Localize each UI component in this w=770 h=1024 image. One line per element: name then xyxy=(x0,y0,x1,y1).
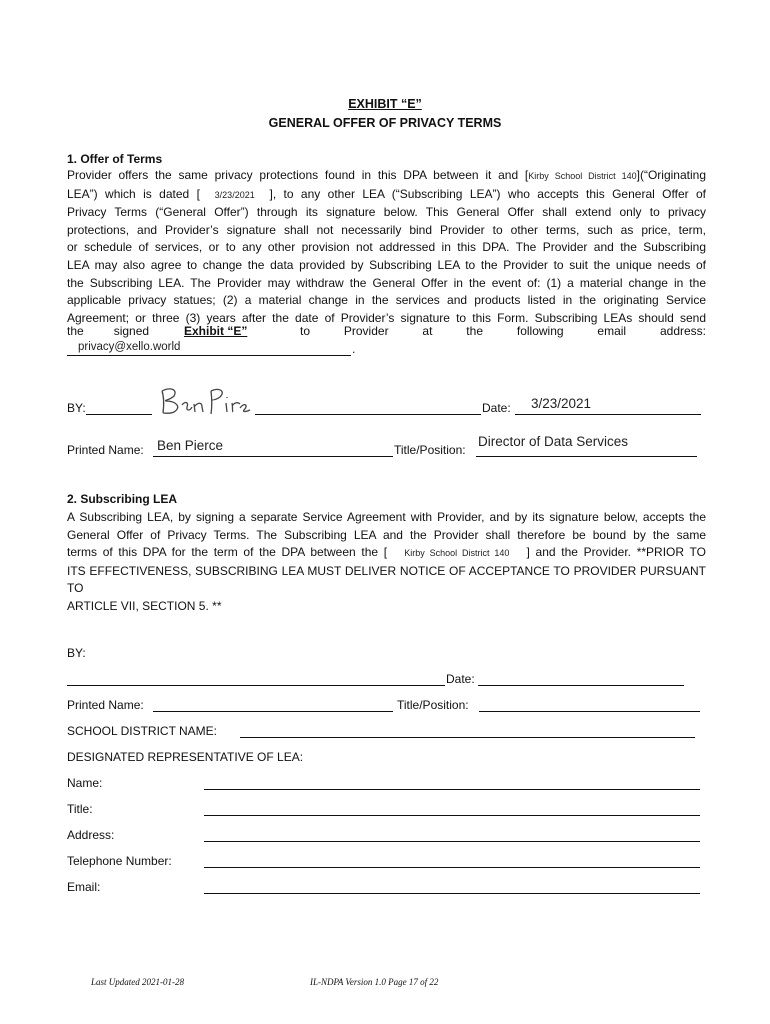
s1-line-3: Privacy Terms (“General Offer”) through its signature below. This General Offer shall extend only to privacy xyxy=(67,205,706,220)
provider-date-underline xyxy=(515,414,701,415)
email-field[interactable]: privacy@xello.world xyxy=(78,341,181,353)
email-underline xyxy=(67,355,351,356)
provider-title-field[interactable]: Director of Data Services xyxy=(478,434,629,449)
provider-printed-name-field[interactable]: Ben Pierce xyxy=(157,438,224,453)
rep-address-underline[interactable] xyxy=(204,841,700,842)
s2-line-3 xyxy=(67,544,706,563)
section1-heading: 1. Offer of Terms xyxy=(67,152,163,166)
s1-line-8: applicable privacy statues; (2) a material change in the services and products listed in the originating Service xyxy=(67,293,706,308)
s2-line-3a: terms of this DPA for the term of the DPA between the [ xyxy=(67,545,388,560)
s1-line-9: Agreement; or three (3) years after the date of Provider’s signature to this Form. Subscribing LEAs should send xyxy=(67,310,706,325)
provider-title-underline xyxy=(476,456,697,457)
s1-line-2a: LEA”) which is dated [ xyxy=(67,186,200,201)
s1-line-5: or schedule of services, or to any other provision not addressed in this DPA. The Provider and the Subscribing xyxy=(67,240,706,255)
lea-signature-underline[interactable] xyxy=(67,685,445,686)
lea-by-label: BY: xyxy=(67,646,86,660)
provider-printed-name-underline xyxy=(153,456,393,457)
s1-line-6: LEA may also agree to change the data provided by Subscribing LEA to the Provider to suit the unique needs of xyxy=(67,257,706,272)
section1-paragraph xyxy=(67,167,706,327)
email-period: . xyxy=(352,342,356,356)
s2-line-5: ARTICLE VII, SECTION 5. ** xyxy=(67,598,222,613)
rep-title-underline[interactable] xyxy=(204,815,700,816)
s1-line-4: protections, and Provider’s signature shall not necessarily bind Provider to other terms, such as price, term, xyxy=(67,222,706,237)
s1-line-1 xyxy=(67,167,706,186)
lea-printed-name-label: Printed Name: xyxy=(67,698,144,712)
s2-line-3b: ] and the Provider. **PRIOR TO xyxy=(526,545,706,560)
provider-date-label: Date: xyxy=(482,401,511,415)
s2-line-1: A Subscribing LEA, by signing a separate Service Agreement with Provider, and by its signature below, accepts the xyxy=(67,510,706,524)
s1-line-2b: ], to any other LEA (“Subscribing LEA”) who accepts this General Offer of xyxy=(269,186,707,201)
subscribing-district-field[interactable]: Kirby School District 140 xyxy=(404,548,510,559)
handwritten-signature xyxy=(156,383,252,417)
provider-by-label: BY: xyxy=(67,401,86,415)
lea-title-label: Title/Position: xyxy=(397,698,469,712)
lea-date-label: Date: xyxy=(446,672,475,686)
exhibit-title: EXHIBIT “E” xyxy=(348,97,422,111)
section2-paragraph xyxy=(67,509,706,616)
footer-page-info: IL-NDPA Version 1.0 Page 17 of 22 xyxy=(310,977,439,987)
footer-last-updated: Last Updated 2021-01-28 xyxy=(91,977,184,987)
rep-title-label: Title: xyxy=(67,802,93,816)
s1-line-1b: ](“Originating xyxy=(636,168,706,182)
rep-name-underline[interactable] xyxy=(204,789,700,790)
s2-line-2: General Offer of Privacy Terms. The Subscribing LEA and the Provider shall therefore be bound by the same xyxy=(67,527,706,542)
lea-date-underline[interactable] xyxy=(478,685,684,686)
provider-printed-name-label: Printed Name: xyxy=(67,443,144,457)
rep-email-underline[interactable] xyxy=(204,893,700,894)
designated-rep-label: DESIGNATED REPRESENTATIVE OF LEA: xyxy=(67,750,304,764)
document-subtitle: GENERAL OFFER OF PRIVACY TERMS xyxy=(268,116,502,130)
s1-line-10b: to Provider at the following email address: xyxy=(300,324,706,338)
exhibit-e-reference: Exhibit “E” xyxy=(184,324,248,338)
lea-printed-name-underline[interactable] xyxy=(153,711,393,712)
provider-by-underline xyxy=(86,414,152,415)
rep-email-label: Email: xyxy=(67,880,101,894)
dated-field[interactable]: 3/23/2021 xyxy=(214,189,255,200)
s1-line-10a: the signed xyxy=(67,324,150,338)
provider-title-label: Title/Position: xyxy=(394,443,466,457)
s1-line-1a: Provider offers the same privacy protections found in this DPA between it and [ xyxy=(67,168,529,182)
provider-date-field[interactable]: 3/23/2021 xyxy=(531,396,592,411)
rep-name-label: Name: xyxy=(67,776,103,790)
s2-line-4: ITS EFFECTIVENESS, SUBSCRIBING LEA MUST DELIVER NOTICE OF ACCEPTANCE TO PROVIDER PURSUANT TO xyxy=(67,563,706,596)
rep-telephone-underline[interactable] xyxy=(204,867,700,868)
originating-district-field[interactable]: Kirby School District 140 xyxy=(528,171,637,181)
rep-address-label: Address: xyxy=(67,828,115,842)
rep-telephone-label: Telephone Number: xyxy=(67,854,172,868)
s1-line-7: the Subscribing LEA. The Provider may withdraw the General Offer in the event of: (1) a material change in the xyxy=(67,275,706,290)
s1-line-2 xyxy=(67,186,706,205)
section2-heading: 2. Subscribing LEA xyxy=(67,492,178,506)
provider-signature-underline xyxy=(255,414,481,415)
school-district-name-underline[interactable] xyxy=(240,737,695,738)
lea-title-underline[interactable] xyxy=(479,711,700,712)
school-district-name-label: SCHOOL DISTRICT NAME: xyxy=(67,724,218,738)
